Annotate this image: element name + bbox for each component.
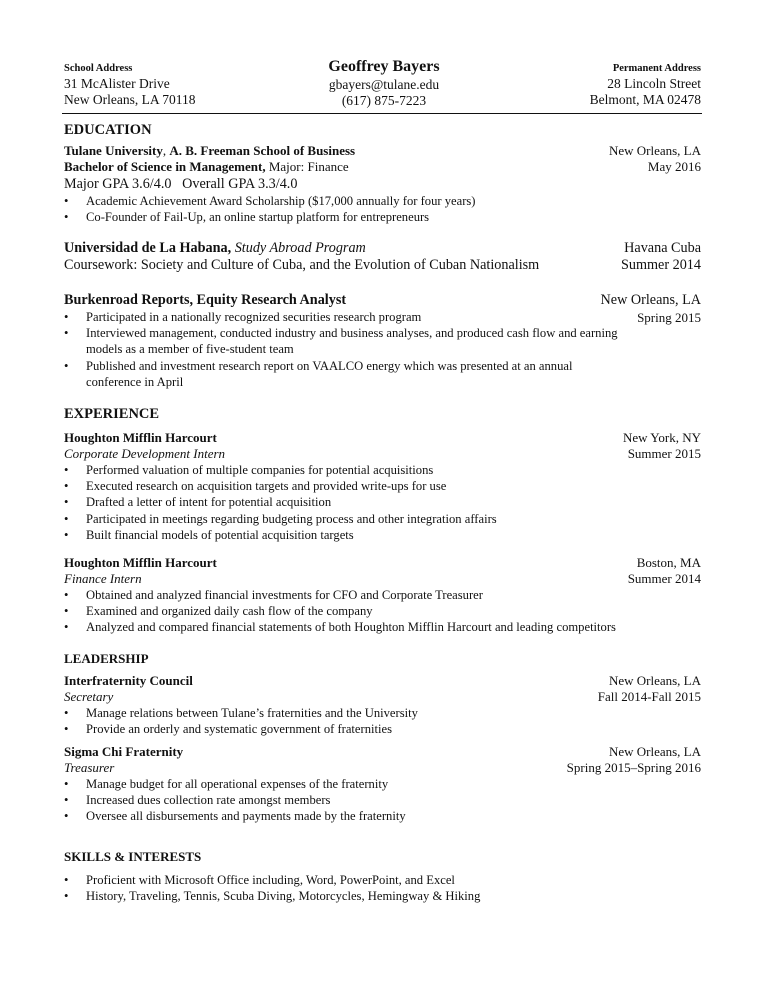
tulane-bullets — [64, 193, 708, 225]
job2-bullets — [64, 587, 708, 636]
org1-location: New Orleans, LA — [608, 673, 701, 688]
bullet-dot: • — [64, 495, 69, 510]
org2-location: New Orleans, LA — [608, 744, 701, 759]
burkenroad-location: New Orleans, LA — [600, 292, 701, 308]
candidate-name: Geoffrey Bayers — [328, 58, 440, 75]
tulane-separator: , — [162, 143, 170, 158]
org1-role: Secretary — [64, 689, 114, 704]
bullet-dot: • — [64, 620, 69, 635]
habana-date: Summer 2014 — [621, 257, 701, 273]
bullet-text: Interviewed management, conducted industry and business analyses, and produced cash flow and earning models as a member of five-student team — [86, 326, 618, 357]
bullet-text: Obtained and analyzed financial investments for CFO and Corporate Treasurer — [86, 588, 483, 602]
school-address-line1: 31 McAlister Drive — [64, 76, 170, 91]
burkenroad-bullet-item — [64, 358, 628, 390]
school-address-line2: New Orleans, LA 70118 — [64, 92, 196, 107]
job2-company: Houghton Mifflin Harcourt — [64, 555, 217, 570]
bullet-text: Increased dues collection rate amongst members — [86, 793, 331, 808]
tulane-degree-row — [64, 159, 701, 175]
tulane-school-line — [64, 143, 355, 159]
org2-row — [64, 744, 701, 760]
email: gbayers@tulane.edu — [328, 77, 440, 92]
bullet-dot: • — [64, 588, 69, 602]
bullet-text: Performed valuation of multiple companies for potential acquisitions — [86, 463, 434, 477]
bullet-dot: • — [64, 889, 69, 904]
job2-date: Summer 2014 — [627, 571, 701, 586]
tulane-date: May 2016 — [647, 159, 701, 174]
job2-role-row — [64, 571, 701, 587]
org1-date: Fall 2014-Fall 2015 — [597, 689, 701, 704]
bullet-text: Oversee all disbursements and payments made by the fraternity — [86, 809, 406, 824]
job2-row — [64, 555, 701, 571]
header-divider — [62, 113, 702, 114]
bullet-text: Analyzed and compared financial statements of both Houghton Mifflin Harcourt and leading competitors — [86, 620, 616, 635]
job1-bullets — [64, 462, 708, 543]
tulane-gpa: Major GPA 3.6/4.0 Overall GPA 3.3/4.0 — [64, 176, 298, 192]
bullet-text: Academic Achievement Award Scholarship ($17,000 annually for four years) — [86, 194, 476, 208]
bullet-text: Provide an orderly and systematic government of fraternities — [86, 722, 393, 737]
job1-location: New York, NY — [622, 430, 701, 445]
job1-role: Corporate Development Intern — [64, 446, 226, 461]
org2-bullet-item — [64, 792, 708, 808]
education-heading: EDUCATION — [64, 122, 152, 138]
bullet-text: Drafted a letter of intent for potential acquisition — [86, 495, 332, 510]
org2-role: Treasurer — [64, 760, 115, 775]
job2-bullet-item — [64, 587, 708, 603]
habana-coursework: Coursework: Society and Culture of Cuba, and the Evolution of Cuban Nationalism — [64, 257, 540, 273]
permanent-address-line1: 28 Lincoln Street — [607, 76, 701, 91]
bullet-text: Proficient with Microsoft Office including, Word, PowerPoint, and Excel — [86, 873, 455, 887]
job2-location: Boston, MA — [636, 555, 701, 570]
bullet-text: Published and investment research report on VAALCO energy which was presented at an annual conference in April — [86, 358, 573, 389]
job1-date: Summer 2015 — [627, 446, 701, 461]
bullet-dot: • — [64, 358, 69, 373]
bullet-dot: • — [64, 722, 69, 737]
bullet-text: Built financial models of potential acquisition targets — [86, 527, 354, 542]
burkenroad-date: Spring 2015 — [637, 310, 701, 325]
tulane-college: A. B. Freeman School of Business — [169, 143, 356, 158]
permanent-address-block — [590, 62, 701, 108]
bullet-text: Manage relations between Tulane’s fraternities and the University — [86, 706, 418, 720]
tulane-bullet-item — [64, 209, 708, 225]
bullet-dot: • — [64, 479, 69, 494]
bullet-dot: • — [64, 793, 69, 808]
bullet-dot: • — [64, 527, 69, 542]
bullet-dot: • — [64, 706, 69, 720]
skills-bullets — [64, 872, 708, 904]
leadership-heading: LEADERSHIP — [64, 651, 149, 666]
bullet-dot: • — [64, 194, 69, 208]
bullet-dot: • — [64, 326, 69, 341]
burkenroad-bullet-item — [64, 309, 628, 325]
job1-bullet-item — [64, 494, 708, 510]
job1-company: Houghton Mifflin Harcourt — [64, 430, 217, 445]
job1-bullet-item — [64, 478, 708, 494]
job2-bullet-item — [64, 619, 708, 635]
org1-role-row — [64, 689, 701, 705]
bullet-text: Examined and organized daily cash flow of the company — [86, 604, 373, 619]
job1-row — [64, 430, 701, 446]
habana-location: Havana Cuba — [624, 240, 701, 256]
org2-bullet-item — [64, 808, 708, 824]
habana-row — [64, 240, 701, 257]
skills-bullet-item — [64, 872, 708, 888]
bullet-dot: • — [64, 777, 69, 791]
bullet-dot: • — [64, 511, 69, 526]
school-address-label: School Address — [64, 63, 133, 74]
org2-bullets — [64, 776, 708, 825]
skills-bullet-item — [64, 888, 708, 904]
bullet-text: Co-Founder of Fail-Up, an online startup platform for entrepreneurs — [86, 210, 430, 225]
job1-role-row — [64, 446, 701, 462]
skills-heading: SKILLS & INTERESTS — [64, 849, 202, 864]
bullet-dot: • — [64, 604, 69, 619]
org1-bullets — [64, 705, 708, 737]
bullet-text: Manage budget for all operational expenses of the fraternity — [86, 777, 389, 791]
habana-coursework-row — [64, 257, 701, 274]
permanent-address-label: Permanent Address — [612, 63, 701, 74]
org2-role-row — [64, 760, 701, 776]
permanent-address-line2: Belmont, MA 02478 — [589, 92, 701, 107]
org2-name: Sigma Chi Fraternity — [64, 744, 184, 759]
org1-bullet-item — [64, 721, 708, 737]
bullet-dot: • — [64, 310, 69, 324]
job1-bullet-item — [64, 511, 708, 527]
org2-date: Spring 2015–Spring 2016 — [566, 760, 701, 775]
tulane-major: Major: Finance — [265, 159, 349, 174]
tulane-degree: Bachelor of Science in Management, — [64, 159, 266, 174]
job1-bullet-item — [64, 527, 708, 543]
tulane-school: Tulane University — [64, 143, 163, 158]
job1-bullet-item — [64, 462, 708, 478]
org1-name: Interfraternity Council — [64, 673, 193, 688]
bullet-dot: • — [64, 809, 69, 824]
burkenroad-title: Burkenroad Reports, Equity Research Analyst — [64, 292, 347, 308]
tulane-location: New Orleans, LA — [608, 143, 701, 158]
job2-role: Finance Intern — [64, 571, 142, 586]
burkenroad-bullets — [64, 309, 628, 390]
bullet-dot: • — [64, 463, 69, 477]
habana-school-line — [64, 240, 366, 257]
bullet-dot: • — [64, 873, 69, 887]
org2-bullet-item — [64, 776, 708, 792]
bullet-text: Executed research on acquisition targets and provided write-ups for use — [86, 479, 447, 494]
bullet-text: History, Traveling, Tennis, Scuba Diving, Motorcycles, Hemingway & Hiking — [86, 889, 481, 904]
org1-row — [64, 673, 701, 689]
tulane-degree-line — [64, 159, 349, 175]
experience-heading: EXPERIENCE — [64, 406, 160, 422]
habana-program: Study Abroad Program — [231, 240, 366, 256]
bullet-text: Participated in a nationally recognized securities research program — [86, 310, 422, 324]
tulane-row — [64, 143, 701, 159]
bullet-text: Participated in meetings regarding budgeting process and other integration affairs — [86, 511, 497, 526]
bullet-dot: • — [64, 210, 69, 225]
phone: (617) 875-7223 — [341, 93, 427, 108]
habana-school: Universidad de La Habana, — [64, 240, 232, 256]
burkenroad-bullet-item — [64, 325, 628, 357]
job2-bullet-item — [64, 603, 708, 619]
tulane-bullet-item — [64, 193, 708, 209]
burkenroad-row — [64, 292, 701, 309]
org1-bullet-item — [64, 705, 708, 721]
